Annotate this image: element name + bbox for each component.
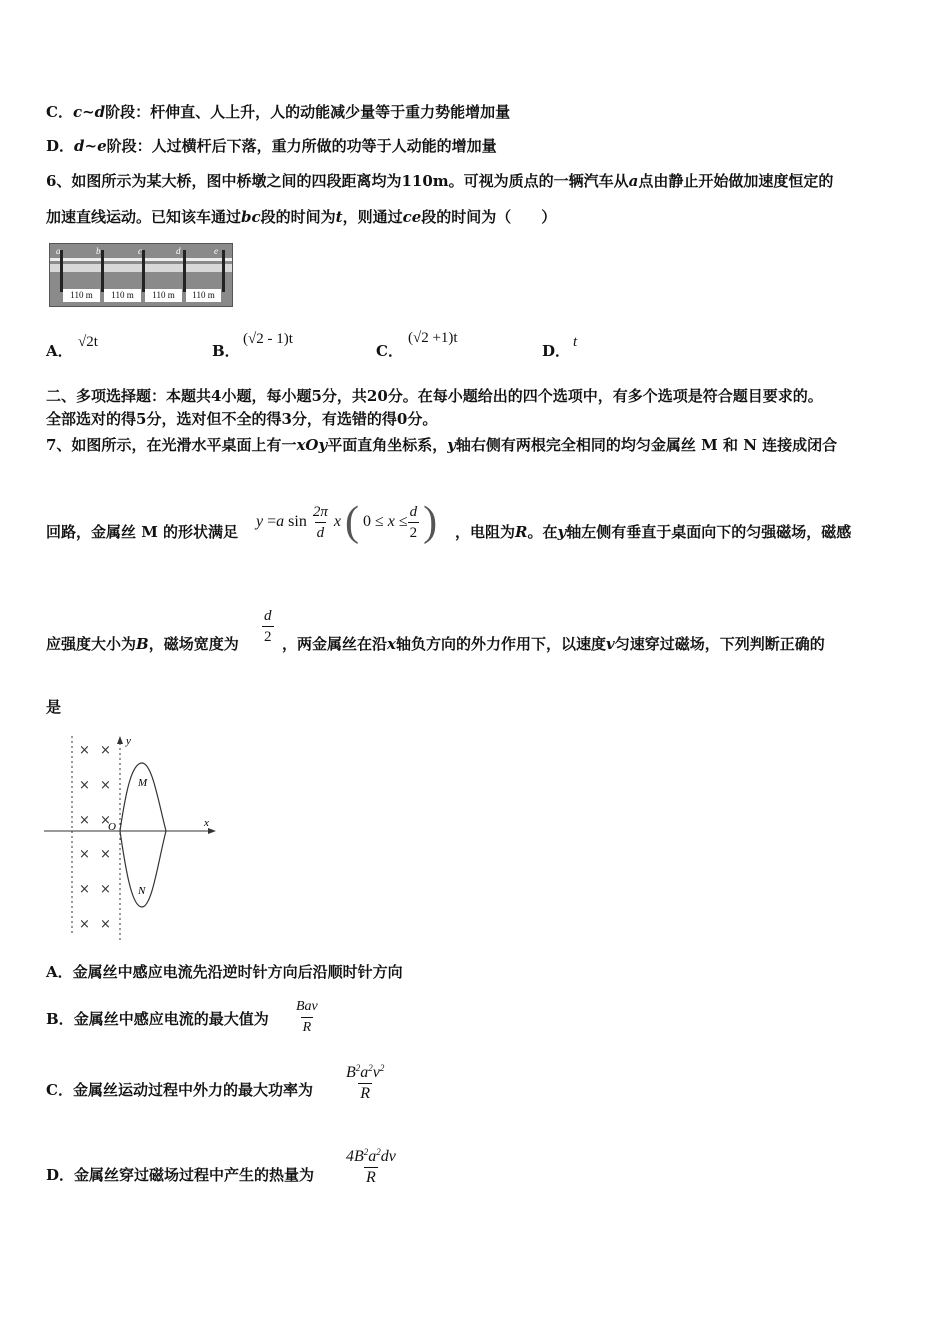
q7-var: R	[515, 523, 528, 541]
field-mark: ×	[79, 813, 90, 828]
option-text: 金属丝中感应电流先沿逆时针方向后沿顺时针方向	[72, 963, 403, 981]
x-axis-label: x	[204, 817, 209, 829]
frac-den: 2	[262, 626, 274, 647]
q7-stem-line4: 是	[46, 698, 62, 716]
q7-text: 平面直角坐标系，	[327, 436, 448, 454]
q6-var: bc	[241, 208, 261, 226]
field-marks	[79, 743, 111, 932]
q6-var: t	[335, 208, 343, 226]
q6-text: 6、如图所示为某大桥，图中桥墩之间的四段距离均为110m。可视为质点的一辆汽车从	[46, 172, 629, 190]
segment-label: 110 m	[186, 289, 221, 302]
wire-m-label: M	[138, 777, 148, 789]
prev-option-c	[46, 102, 510, 122]
q7-var: x	[387, 635, 396, 653]
q6-text: 段的时间为	[260, 208, 336, 226]
q6-text: 段的时间为（ ）	[421, 208, 557, 226]
q7-text: 回路，金属丝 M 的形状满足	[46, 523, 239, 541]
wire-n-label: N	[138, 885, 146, 897]
field-mark: ×	[100, 743, 111, 758]
option-var: d~e	[74, 137, 107, 155]
q6-option-c-expr: (√2 +1)t	[408, 330, 458, 346]
q7-text: 轴右侧有两根完全相同的均匀金属丝 M 和 N 连接成闭合	[455, 436, 838, 454]
q7-text: 轴负方向的外力作用下，以速度	[395, 635, 606, 653]
q7-text: 轴左侧有垂直于桌面向下的匀强磁场，磁感	[566, 523, 852, 541]
q7-option-d	[46, 1165, 314, 1185]
q7-text: 匀速穿过磁场，下列判断正确的	[614, 635, 825, 653]
y-axis-arrow	[117, 736, 123, 744]
field-mark: ×	[79, 917, 90, 932]
bridge-pier	[183, 250, 186, 292]
pier-label: d	[176, 246, 181, 256]
q7-option-d-frac	[344, 1142, 398, 1188]
q7-option-c-frac	[344, 1058, 386, 1104]
q7-figure	[44, 730, 224, 942]
q7-text: ，两金属丝在沿	[282, 635, 388, 653]
q6-var: a	[628, 172, 639, 190]
section2-line2: 全部选对的得5分，选对但不全的得3分，有选错的得0分。	[46, 410, 438, 428]
q6-option-a-expr: √2t	[78, 334, 98, 350]
q7-option-b-frac	[294, 997, 320, 1038]
bridge-rail	[50, 258, 232, 261]
q7-field-width-frac	[262, 606, 274, 647]
option-label: D．	[46, 1166, 75, 1184]
option-text: 金属丝穿过磁场过程中产生的热量为	[74, 1166, 315, 1184]
field-mark: ×	[79, 778, 90, 793]
q7-stem-line3	[46, 634, 239, 654]
field-mark: ×	[100, 917, 111, 932]
q6-var: ce	[402, 208, 422, 226]
q6-option-d-label: D．	[542, 342, 571, 360]
bridge-pier	[142, 250, 145, 292]
bridge-pier	[222, 250, 225, 292]
option-label: B．	[46, 1010, 74, 1028]
q7-var: y	[557, 523, 567, 541]
pier-label: c	[138, 246, 142, 256]
field-mark: ×	[100, 778, 111, 793]
q7-var: y	[447, 436, 456, 454]
q7-option-a	[46, 962, 403, 982]
q6-option-b-label: B．	[212, 342, 240, 360]
frac-den: R	[360, 1085, 371, 1102]
option-label: C．	[46, 103, 73, 121]
option-var: c~d	[72, 103, 106, 121]
q7-option-b	[46, 1009, 269, 1029]
q7-stem-line2	[46, 522, 238, 542]
bridge-figure	[49, 243, 233, 307]
q6-stem-line1	[46, 171, 833, 191]
q6-text: ，则通过	[342, 208, 403, 226]
frac-num: Bav	[296, 999, 318, 1014]
option-label: C．	[46, 1081, 73, 1099]
frac-num: d	[264, 608, 272, 624]
option-text: 金属丝中感应电流的最大值为	[73, 1010, 269, 1028]
bridge-pier	[101, 250, 104, 292]
field-mark: ×	[100, 882, 111, 897]
q7-stem-line2-tail	[455, 522, 851, 542]
q7-shape-formula: y = a sin $\frac{2\pi}{d}$ x ( 0 ≤ x ≤ $\frac{d}{2}$ )	[256, 499, 438, 545]
q7-text: 。在	[527, 523, 558, 541]
segment-label: 110 m	[145, 289, 182, 302]
q7-text: ，电阻为	[455, 523, 516, 541]
field-mark: ×	[100, 813, 111, 828]
q7-var: xOy	[296, 436, 328, 454]
q7-text: ，磁场宽度为	[148, 635, 239, 653]
field-mark: ×	[79, 743, 90, 758]
bridge-pier	[60, 250, 63, 292]
prev-option-d	[46, 136, 497, 156]
bridge-deck	[50, 264, 232, 272]
q6-text: 点由静止开始做加速度恒定的	[638, 172, 834, 190]
option-text: 阶段：人过横杆后下落，重力所做的功等于人动能的增加量	[106, 137, 497, 155]
field-mark: ×	[100, 847, 111, 862]
q7-stem-line1	[46, 435, 837, 455]
field-mark: ×	[79, 882, 90, 897]
q7-var: B	[136, 635, 149, 653]
q7-option-c	[46, 1080, 313, 1100]
pier-label: a	[56, 246, 61, 256]
x-axis-arrow	[208, 828, 216, 834]
q7-text: 7、如图所示，在光滑水平桌面上有一	[46, 436, 297, 454]
frac-den: R	[301, 1017, 314, 1038]
pier-label: b	[96, 246, 101, 256]
q6-text: 加速直线运动。已知该车通过	[46, 208, 242, 226]
y-axis-label: y	[126, 735, 131, 747]
option-text: 阶段：杆伸直、人上升，人的动能减少量等于重力势能增加量	[105, 103, 511, 121]
frac-num: $B^2a^2v^2$	[346, 1063, 385, 1081]
q6-option-b-expr: (√2 - 1)t	[243, 331, 293, 347]
option-text: 金属丝运动过程中外力的最大功率为	[72, 1081, 313, 1099]
segment-label: 110 m	[63, 289, 100, 302]
segment-label: 110 m	[104, 289, 141, 302]
q6-option-a-label: A．	[46, 342, 73, 360]
q7-var: v	[605, 635, 615, 653]
q6-stem-line2	[46, 207, 556, 227]
frac-den: R	[366, 1169, 376, 1186]
section2-line1: 二、多项选择题：本题共4小题，每小题5分，共20分。在每小题给出的四个选项中，有多个选项是符合题目要求的。	[46, 387, 823, 405]
q6-option-c-label: C．	[376, 342, 403, 360]
origin-label: O	[108, 821, 116, 833]
option-label: D．	[46, 137, 75, 155]
field-mark: ×	[79, 847, 90, 862]
pier-label: e	[214, 246, 218, 256]
q7-stem-line3-tail	[282, 634, 825, 654]
frac-num: $4B^2a^2dv$	[346, 1147, 396, 1165]
option-label: A．	[46, 963, 73, 981]
q6-option-d-expr: t	[573, 334, 578, 350]
q7-text: 应强度大小为	[46, 635, 137, 653]
wire-m	[120, 763, 166, 831]
